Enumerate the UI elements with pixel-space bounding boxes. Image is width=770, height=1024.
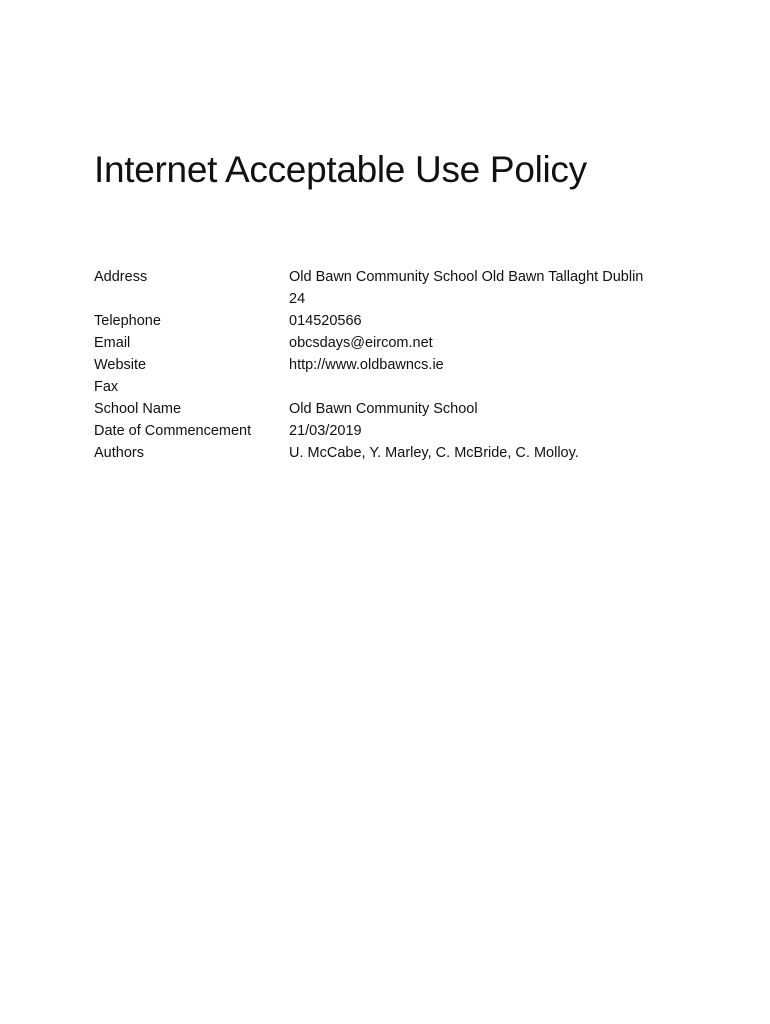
info-row-authors bbox=[94, 442, 659, 464]
email-label: Email bbox=[94, 335, 131, 351]
authors-label: Authors bbox=[94, 445, 144, 461]
fax-value bbox=[289, 376, 659, 398]
website-value: http://www.oldbawncs.ie bbox=[289, 357, 444, 373]
fax-label: Fax bbox=[94, 379, 119, 395]
telephone-value: 014520566 bbox=[289, 313, 362, 329]
info-row-telephone bbox=[94, 310, 659, 332]
address-label: Address bbox=[94, 269, 148, 285]
authors-value: U. McCabe, Y. Marley, C. McBride, C. Molloy. bbox=[289, 445, 579, 461]
address-value: Old Bawn Community School Old Bawn Tallaght Dublin 24 bbox=[289, 269, 644, 307]
info-row-fax bbox=[94, 376, 659, 398]
info-row-website bbox=[94, 354, 659, 376]
school-name-value: Old Bawn Community School bbox=[289, 401, 478, 417]
info-row-address bbox=[94, 266, 659, 310]
date-of-commencement-label: Date of Commencement bbox=[94, 423, 252, 439]
document-title: Internet Acceptable Use Policy bbox=[94, 149, 587, 190]
info-row-email bbox=[94, 332, 659, 354]
email-value: obcsdays@eircom.net bbox=[289, 335, 433, 351]
website-label: Website bbox=[94, 357, 147, 373]
school-info-table bbox=[94, 266, 659, 464]
info-row-date-of-commencement bbox=[94, 420, 659, 442]
telephone-label: Telephone bbox=[94, 313, 161, 329]
date-of-commencement-value: 21/03/2019 bbox=[289, 423, 362, 439]
info-row-school-name bbox=[94, 398, 659, 420]
school-name-label: School Name bbox=[94, 401, 182, 417]
